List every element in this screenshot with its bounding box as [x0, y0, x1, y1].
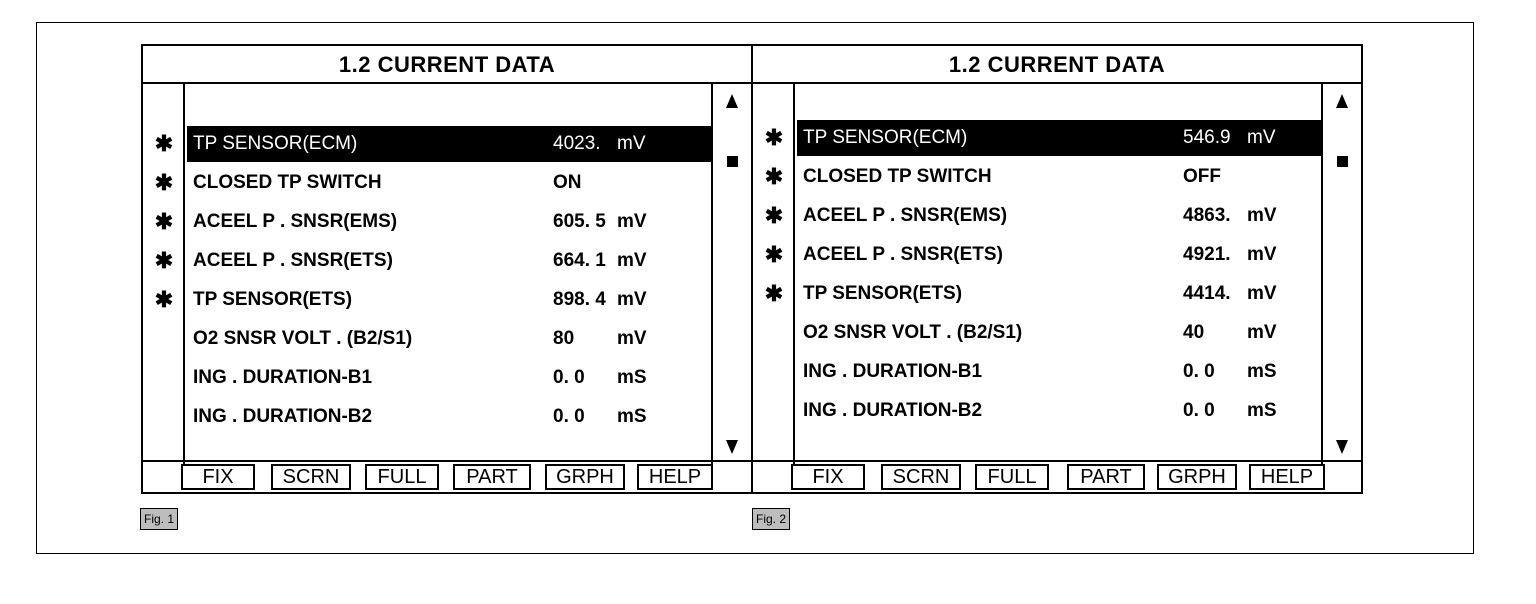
row-body: [187, 321, 711, 357]
fix-button[interactable]: FIX: [181, 464, 255, 490]
row-label: O2 SNSR VOLT . (B2/S1): [803, 322, 1023, 343]
asterisk-icon: [143, 399, 185, 435]
row-label: ING . DURATION-B1: [803, 361, 983, 382]
row-unit: mS: [617, 406, 647, 427]
scrn-button[interactable]: SCRN: [881, 464, 961, 490]
asterisk-icon: ✱: [154, 131, 174, 156]
row-body: [797, 354, 1321, 390]
row-unit: mS: [1247, 400, 1277, 421]
row-body: [797, 237, 1321, 273]
row-body: [797, 276, 1321, 312]
data-row[interactable]: [753, 354, 1321, 390]
grph-button[interactable]: GRPH: [545, 464, 625, 490]
asterisk-icon: ✱: [764, 164, 784, 189]
row-value: 0. 0: [1183, 361, 1215, 382]
help-button[interactable]: HELP: [637, 464, 713, 490]
data-row[interactable]: [753, 120, 1321, 156]
asterisk-icon: ✱: [764, 125, 784, 150]
asterisk-icon: ✱: [154, 209, 174, 234]
function-key-bar: [753, 460, 1361, 492]
row-value: 4023.: [553, 133, 601, 154]
current-data-screen-2: [751, 44, 1363, 494]
row-label: ACEEL P . SNSR(ETS): [803, 244, 1003, 265]
asterisk-icon: [143, 360, 185, 396]
data-row[interactable]: [753, 198, 1321, 234]
asterisk-icon: ✱: [154, 287, 174, 312]
row-unit: mV: [1247, 244, 1277, 265]
row-label: ACEEL P . SNSR(ETS): [193, 250, 393, 271]
row-value: 0. 0: [553, 367, 585, 388]
row-unit: mV: [617, 211, 647, 232]
row-unit: mV: [1247, 283, 1277, 304]
row-value: 664. 1: [553, 250, 606, 271]
asterisk-icon: [753, 315, 795, 351]
row-label: O2 SNSR VOLT . (B2/S1): [193, 328, 413, 349]
data-row[interactable]: [753, 315, 1321, 351]
data-list: [143, 84, 711, 464]
data-row[interactable]: [143, 204, 711, 240]
triangle-down-icon[interactable]: [1336, 440, 1348, 454]
asterisk-icon: ✱: [154, 170, 174, 195]
full-button[interactable]: FULL: [975, 464, 1049, 490]
row-value: OFF: [1183, 166, 1221, 187]
row-unit: mS: [617, 367, 647, 388]
row-unit: mV: [1247, 127, 1276, 148]
figure-label: Fig. 2: [752, 508, 790, 530]
scrollbar[interactable]: [711, 84, 751, 464]
row-label: CLOSED TP SWITCH: [803, 166, 992, 187]
full-button[interactable]: FULL: [365, 464, 439, 490]
triangle-up-icon[interactable]: [1336, 94, 1348, 108]
data-row[interactable]: [143, 165, 711, 201]
function-key-bar: [143, 460, 751, 492]
square-thumb-icon[interactable]: [1337, 156, 1348, 167]
row-unit: mV: [617, 289, 647, 310]
row-body: [797, 159, 1321, 195]
row-value: 4414.: [1183, 283, 1231, 304]
row-label: CLOSED TP SWITCH: [193, 172, 382, 193]
figure-label: Fig. 1: [140, 508, 178, 530]
row-label: ING . DURATION-B2: [193, 406, 373, 427]
row-value: 0. 0: [1183, 400, 1215, 421]
row-body: [187, 243, 711, 279]
row-unit: mS: [1247, 361, 1277, 382]
data-row[interactable]: [143, 126, 711, 162]
row-unit: mV: [1247, 205, 1277, 226]
row-label: TP SENSOR(ETS): [803, 283, 963, 304]
row-body: [797, 393, 1321, 429]
row-value: 40: [1183, 322, 1205, 343]
asterisk-icon: ✱: [764, 242, 784, 267]
scrn-button[interactable]: SCRN: [271, 464, 351, 490]
row-body: [187, 360, 711, 396]
asterisk-icon: ✱: [764, 203, 784, 228]
row-value: 4921.: [1183, 244, 1231, 265]
row-body: [187, 204, 711, 240]
row-unit: mV: [1247, 322, 1277, 343]
row-body: [797, 198, 1321, 234]
data-row[interactable]: [753, 393, 1321, 429]
data-row[interactable]: [143, 399, 711, 435]
help-button[interactable]: HELP: [1249, 464, 1325, 490]
part-button[interactable]: PART: [1067, 464, 1145, 490]
row-value: 0. 0: [553, 406, 585, 427]
data-row[interactable]: [143, 360, 711, 396]
row-body: [187, 165, 711, 201]
row-unit: mV: [617, 133, 646, 154]
grph-button[interactable]: GRPH: [1157, 464, 1237, 490]
data-row[interactable]: [143, 243, 711, 279]
row-label: TP SENSOR(ETS): [193, 289, 353, 310]
scrollbar[interactable]: [1321, 84, 1361, 464]
square-thumb-icon[interactable]: [727, 156, 738, 167]
asterisk-icon: ✱: [764, 281, 784, 306]
row-highlight: [797, 120, 1321, 156]
row-label: ACEEL P . SNSR(EMS): [803, 205, 1008, 226]
part-button[interactable]: PART: [453, 464, 531, 490]
row-label: ING . DURATION-B1: [193, 367, 373, 388]
row-body: [187, 282, 711, 318]
data-row[interactable]: [753, 237, 1321, 273]
row-highlight: [187, 126, 711, 162]
asterisk-icon: ✱: [154, 248, 174, 273]
data-list: [753, 84, 1321, 464]
row-unit: mV: [617, 328, 647, 349]
row-body: [797, 315, 1321, 351]
data-row[interactable]: [753, 159, 1321, 195]
current-data-screen-1: [141, 44, 753, 494]
row-label: ACEEL P . SNSR(EMS): [193, 211, 398, 232]
row-value: ON: [553, 172, 582, 193]
row-body: [187, 399, 711, 435]
row-value: 605. 5: [553, 211, 606, 232]
row-value: 898. 4: [553, 289, 606, 310]
asterisk-icon: [753, 393, 795, 429]
row-value: 80: [553, 328, 575, 349]
row-unit: mV: [617, 250, 647, 271]
data-row[interactable]: [143, 321, 711, 357]
row-label: TP SENSOR(ECM): [803, 127, 968, 148]
data-row[interactable]: [753, 276, 1321, 312]
triangle-up-icon[interactable]: [726, 94, 738, 108]
row-value: 546.9: [1183, 127, 1231, 148]
row-value: 4863.: [1183, 205, 1231, 226]
data-row[interactable]: [143, 282, 711, 318]
row-label: ING . DURATION-B2: [803, 400, 983, 421]
asterisk-icon: [143, 321, 185, 357]
row-label: TP SENSOR(ECM): [193, 133, 358, 154]
screen-title: 1.2 CURRENT DATA: [143, 46, 751, 84]
triangle-down-icon[interactable]: [726, 440, 738, 454]
asterisk-icon: [753, 354, 795, 390]
fix-button[interactable]: FIX: [791, 464, 865, 490]
screen-title: 1.2 CURRENT DATA: [753, 46, 1361, 84]
